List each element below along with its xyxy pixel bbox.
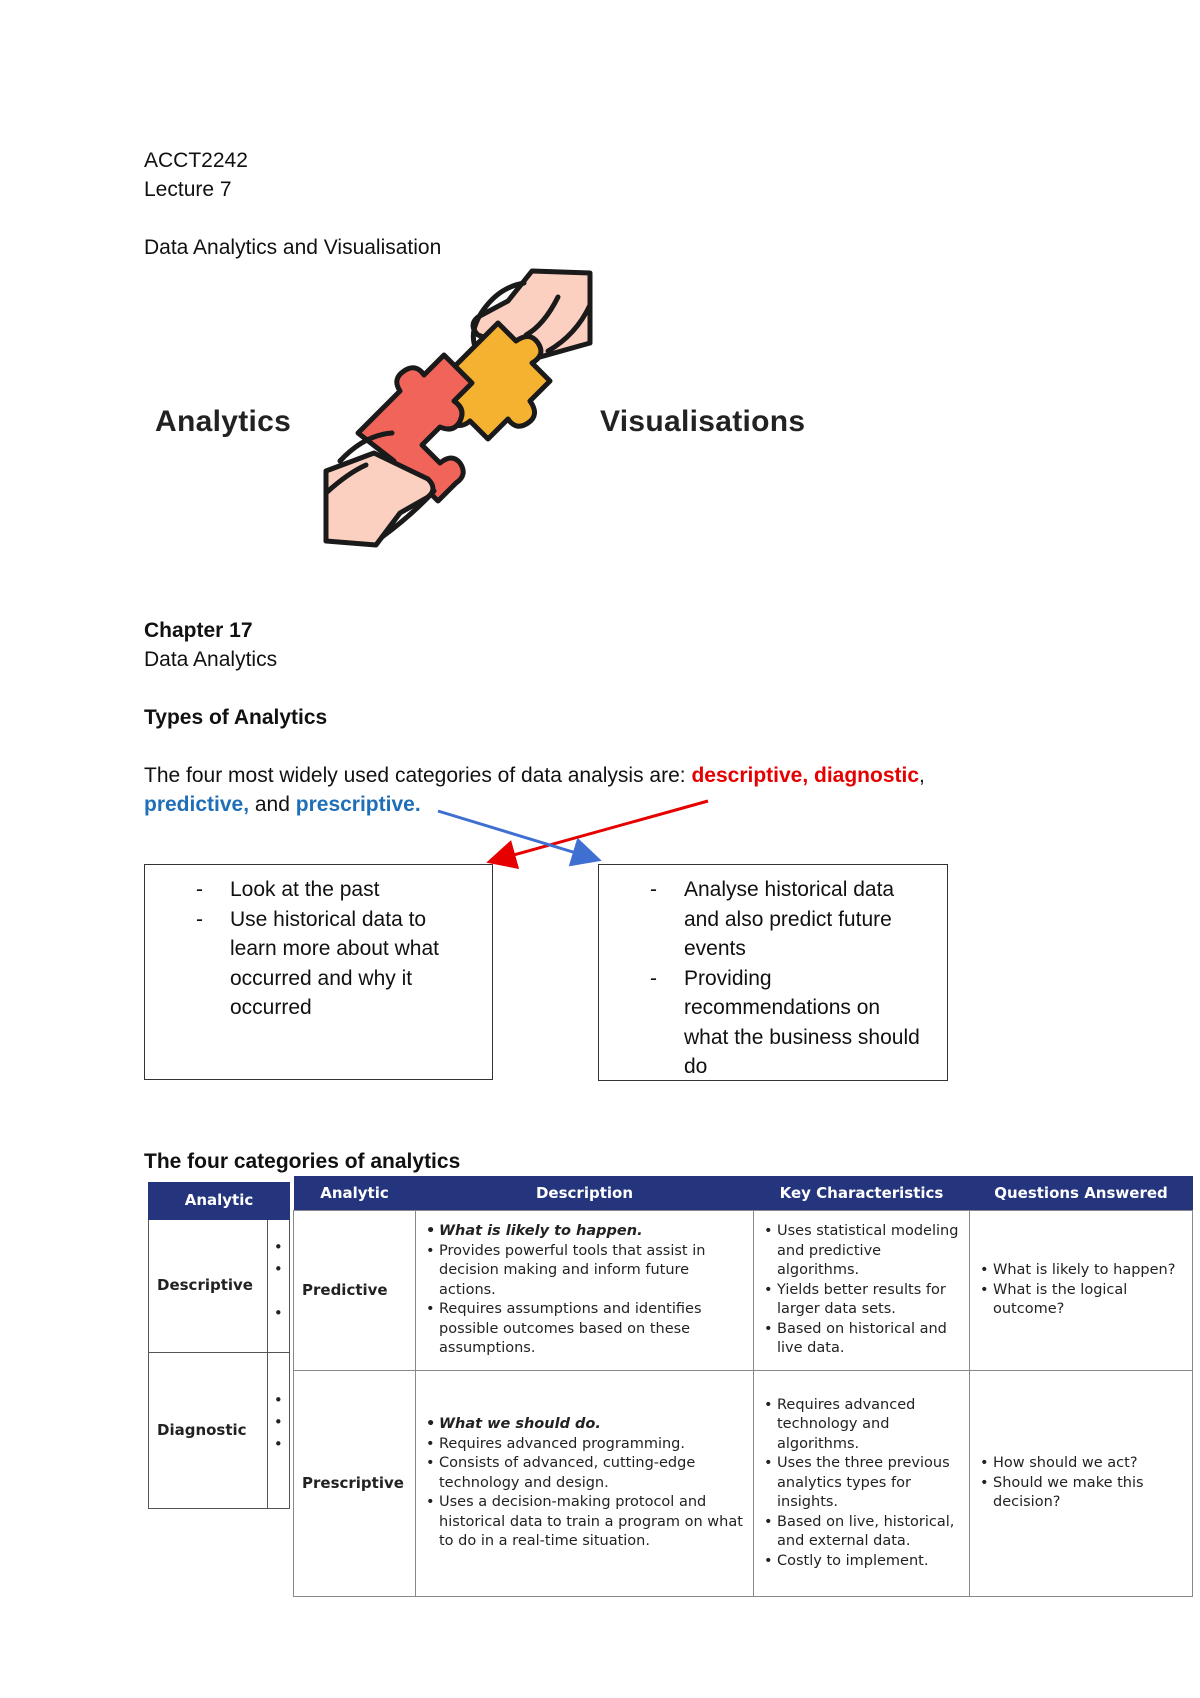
list-item: • Provides powerful tools that assist in decision making and inform future actions. — [425, 1242, 746, 1301]
list-item: • Requires advanced technology and algorithms. — [763, 1396, 962, 1455]
list-item: • Should we make this decision? — [979, 1474, 1185, 1513]
list-item: • Costly to implement. — [763, 1552, 962, 1572]
lecture-number: Lecture 7 — [144, 178, 232, 201]
intro-red-terms: descriptive, diagnostic — [691, 764, 920, 787]
descriptive-diagnostic-list — [196, 875, 474, 1023]
categories-heading: The four categories of analytics — [144, 1150, 461, 1173]
description-lead: • What we should do. — [425, 1415, 746, 1435]
col-header-questions-answered: Questions Answered — [970, 1176, 1193, 1211]
row-name-prescriptive: Prescriptive — [294, 1371, 416, 1597]
list-item: • Consists of advanced, cutting-edge technology and design. — [425, 1454, 746, 1493]
list-item: • Uses statistical modeling and predictive algorithms. — [763, 1222, 962, 1281]
list-item: • Based on historical and live data. — [763, 1320, 962, 1359]
chapter-subtitle: Data Analytics — [144, 648, 278, 671]
predictive-characteristics-cell — [754, 1211, 970, 1371]
list-item: - Use historical data to learn more about what occurred and why it occurred — [196, 905, 474, 1023]
hero-visualisations-label: Visualisations — [600, 405, 806, 438]
descriptive-diagnostic-box — [144, 864, 493, 1080]
col-header-description: Description — [416, 1176, 754, 1211]
list-item: • Requires advanced programming. — [425, 1435, 746, 1455]
prescriptive-description-cell — [416, 1371, 754, 1597]
list-item: • Yields better results for larger data sets. — [763, 1281, 962, 1320]
intro-blue-term-prescriptive: prescriptive. — [295, 793, 421, 816]
red-arrow — [492, 801, 708, 861]
analytics-categories-table — [293, 1176, 1193, 1597]
list-item: - Analyse historical data and also predict future events — [650, 875, 929, 964]
row-name-predictive: Predictive — [294, 1211, 416, 1371]
list-item: • What is the logical outcome? — [979, 1281, 1185, 1320]
section-heading: Types of Analytics — [144, 706, 328, 729]
list-item: • How should we act? — [979, 1454, 1185, 1474]
course-code: ACCT2242 — [144, 149, 248, 172]
list-item: - Providing recommendations on what the business should do — [650, 964, 929, 1082]
prescriptive-questions-cell — [970, 1371, 1193, 1597]
left-analytic-table — [148, 1182, 290, 1509]
predictive-description-cell — [416, 1211, 754, 1371]
intro-blue-term-predictive: predictive, — [144, 793, 250, 816]
list-item: • What is likely to happen? — [979, 1261, 1185, 1281]
predictive-questions-cell — [970, 1211, 1193, 1371]
list-item: • Uses a decision-making protocol and historical data to train a program on what to do in a real-time situation. — [425, 1493, 746, 1552]
predictive-prescriptive-box — [598, 864, 948, 1081]
table-row — [294, 1211, 1193, 1371]
prescriptive-characteristics-cell — [754, 1371, 970, 1597]
left-table-header: Analytic — [149, 1183, 290, 1220]
bullet-dots: • • • — [267, 1353, 289, 1509]
hero-analytics-label: Analytics — [155, 405, 292, 438]
intro-and-word: and — [249, 793, 296, 816]
left-row-diagnostic: Diagnostic — [149, 1353, 268, 1509]
lecture-topic: Data Analytics and Visualisation — [144, 236, 442, 259]
intro-prefix: The four most widely used categories of data analysis are: — [144, 764, 692, 787]
table-row — [294, 1371, 1193, 1597]
list-item: • Requires assumptions and identifies possible outcomes based on these assumptions. — [425, 1300, 746, 1359]
blue-arrow — [438, 811, 596, 859]
list-item: - Look at the past — [196, 875, 474, 905]
col-header-analytic: Analytic — [294, 1176, 416, 1211]
left-row-descriptive: Descriptive — [149, 1220, 268, 1353]
chapter-title: Chapter 17 — [144, 619, 253, 642]
predictive-prescriptive-list — [650, 875, 929, 1082]
list-item: • Based on live, historical, and external data. — [763, 1513, 962, 1552]
col-header-key-characteristics: Key Characteristics — [754, 1176, 970, 1211]
list-item: • Uses the three previous analytics types for insights. — [763, 1454, 962, 1513]
intro-comma: , — [919, 764, 925, 787]
bullet-dots: • • • — [267, 1220, 289, 1353]
description-lead: • What is likely to happen. — [425, 1222, 746, 1242]
